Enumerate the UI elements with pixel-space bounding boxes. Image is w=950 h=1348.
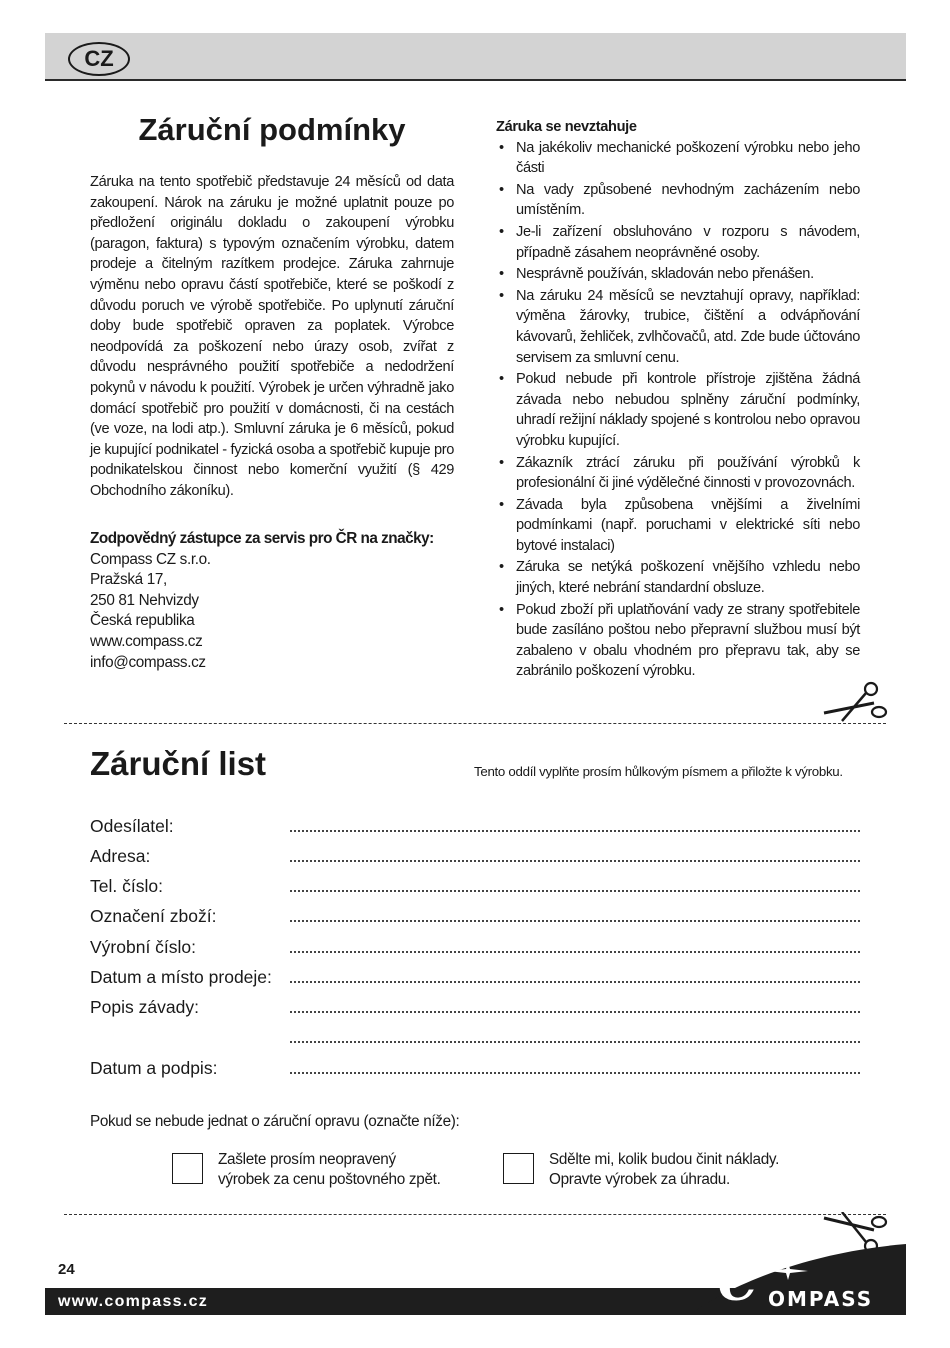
representative-city: 250 81 Nehvizdy <box>90 591 199 609</box>
brand-logo-initial: C <box>718 1253 758 1312</box>
return-unrepaired-line2: výrobek za cenu poštovného zpět. <box>218 1170 441 1188</box>
serial-number-field[interactable] <box>90 937 860 961</box>
exclusions-list <box>496 138 860 682</box>
representative-heading: Zodpovědný zástupce za servis pro ČR na značky: <box>90 530 434 547</box>
brand-logo-text: OMPASS <box>768 1287 874 1311</box>
exclusion-item: • Závada byla způsobena vnějšími a živelními podmínkami (např. poruchami v elektrické síti nebo bytové instalaci) <box>496 495 860 557</box>
representative-street: Pražská 17, <box>90 571 167 589</box>
representative-website: www.compass.cz <box>90 632 203 650</box>
warranty-card-note: Tento oddíl vyplňte prosím hůlkovým písmem a přiložte k výrobku. <box>474 764 843 779</box>
defect-description-field[interactable] <box>90 997 860 1021</box>
warranty-card-title: Záruční list <box>90 745 267 782</box>
serial-number-fill-line[interactable] <box>290 951 860 953</box>
paid-repair-checkbox[interactable] <box>503 1153 534 1184</box>
address-field[interactable] <box>90 846 860 870</box>
exclusion-item: • Na záruku 24 měsíců se nevztahují opravy, například: výměna žárovky, trubice, čištění a odvápňování kávovarů, žehliček, zvlhčovačů, atd. Zde bude účtováno servisem za smluvní cenu. <box>496 286 860 368</box>
serial-number-label: Výrobní číslo: <box>90 937 197 957</box>
defect-description-extra-fill-line[interactable] <box>290 1041 860 1043</box>
defect-description-fill-line[interactable] <box>290 1011 860 1013</box>
exclusion-item: • Je-li zařízení obsluhováno v rozporu s návodem, případně zásahem neoprávněné osoby. <box>496 222 860 263</box>
scissors-icon <box>822 681 888 725</box>
sale-date-place-fill-line[interactable] <box>290 981 860 983</box>
header-bar <box>45 33 906 81</box>
sender-fill-line[interactable] <box>290 830 860 832</box>
page-number: 24 <box>58 1261 75 1278</box>
return-unrepaired-option <box>218 1150 441 1189</box>
exclusion-item: • Na vady způsobené nevhodným zacházením nebo umístěním. <box>496 180 860 221</box>
exclusion-item: • Nesprávně používán, skladován nebo přenášen. <box>496 264 860 285</box>
product-designation-fill-line[interactable] <box>290 920 860 922</box>
representative-email: info@compass.cz <box>90 653 206 671</box>
non-warranty-prompt: Pokud se nebude jednat o záruční opravu (označte níže): <box>90 1113 460 1130</box>
cut-line-bottom <box>64 1214 886 1215</box>
return-unrepaired-line1: Zašlete prosím neopravený <box>218 1151 396 1168</box>
phone-field[interactable] <box>90 876 860 900</box>
date-signature-label: Datum a podpis: <box>90 1058 218 1078</box>
exclusions-heading: Záruka se nevztahuje <box>496 119 637 135</box>
sale-date-place-field[interactable] <box>90 967 860 991</box>
conditions-title: Záruční podmínky <box>138 112 406 147</box>
representative-country: Česká republika <box>90 612 195 630</box>
product-designation-field[interactable] <box>90 906 860 930</box>
paid-repair-line2: Opravte výrobek za úhradu. <box>549 1170 730 1188</box>
defect-description-label: Popis závady: <box>90 997 199 1017</box>
cut-line-top <box>64 723 886 724</box>
exclusions-section <box>496 117 860 683</box>
exclusion-item: • Zákazník ztrácí záruku při používání výrobků k profesionální či jiné výdělečné činnosti v provozovnách. <box>496 453 860 494</box>
defect-description-field-extra[interactable] <box>90 1027 860 1051</box>
return-unrepaired-checkbox[interactable] <box>172 1153 203 1184</box>
exclusion-item: • Pokud zboží při uplatňování vady ze strany spotřebitele bude zasíláno poštou nebo přepravní službou musí být zabaleno v obalu vhodném pro přepravu tak, aby se zabránilo poškození výrobku. <box>496 600 860 682</box>
address-label: Adresa: <box>90 846 151 866</box>
address-fill-line[interactable] <box>290 860 860 862</box>
paid-repair-line1: Sdělte mi, kolik budou činit náklady. <box>549 1151 780 1168</box>
phone-label: Tel. číslo: <box>90 876 163 896</box>
language-badge: CZ <box>68 42 130 76</box>
paid-repair-option <box>549 1150 779 1189</box>
exclusion-item: • Na jakékoliv mechanické poškození výrobku nebo jeho části <box>496 138 860 179</box>
compass-star-icon <box>768 1262 808 1280</box>
date-signature-field[interactable] <box>90 1058 860 1082</box>
phone-fill-line[interactable] <box>290 890 860 892</box>
conditions-body: Záruka na tento spotřebič představuje 24 měsíců od data zakoupení. Nárok na záruku je možné uplatnit pouze po předložení originálu dokladu o zakoupení výrobku (paragon, faktura) s typovým označením výrobku, datem prodeje a čitelným razítkem prodejce. Záruka zahrnuje výměnu nebo opravu částí spotřebiče, které se poškodí z důvodu poruch ve výrobě spotřebiče. Po uplynutí záruční doby bude spotřebič opraven za poplatek. Výrobce neodpovídá za poškození nebo úrazy osob, zvířat z důvodu nesprávného použití spotřebiče a nedodržení pokynů v návodu k použití. Výrobek je určen výhradně jako domácí spotřebič pro použití v domácnosti, či na cestách (ve voze, na lodi atp.). Smluvní záruka je 6 měsíců, pokud je kupující podnikatel - fyzická osoba a spotřebič kupuje pro podnikatelskou činnost nebo komerční využití (§ 429 Obchodního zákoníku). <box>90 174 454 499</box>
product-designation-label: Označení zboží: <box>90 906 217 926</box>
exclusion-item: • Záruka se netýká poškození vnějšího vzhledu nebo jiných, které nebrání standardní obsluze. <box>496 557 860 598</box>
representative-company: Compass CZ s.r.o. <box>90 550 211 568</box>
footer-website: www.compass.cz <box>58 1293 209 1310</box>
sale-date-place-label: Datum a místo prodeje: <box>90 967 272 987</box>
date-signature-fill-line[interactable] <box>290 1072 860 1074</box>
exclusion-item: • Pokud nebude při kontrole přístroje zjištěna žádná závada nebo nebudou splněny záruční podmínky, uhradí režijní náklady spojené s kontrolou nebo opravou výrobku kupující. <box>496 369 860 451</box>
service-representative <box>90 529 470 673</box>
sender-label: Odesílatel: <box>90 816 174 836</box>
sender-field[interactable] <box>90 816 860 840</box>
